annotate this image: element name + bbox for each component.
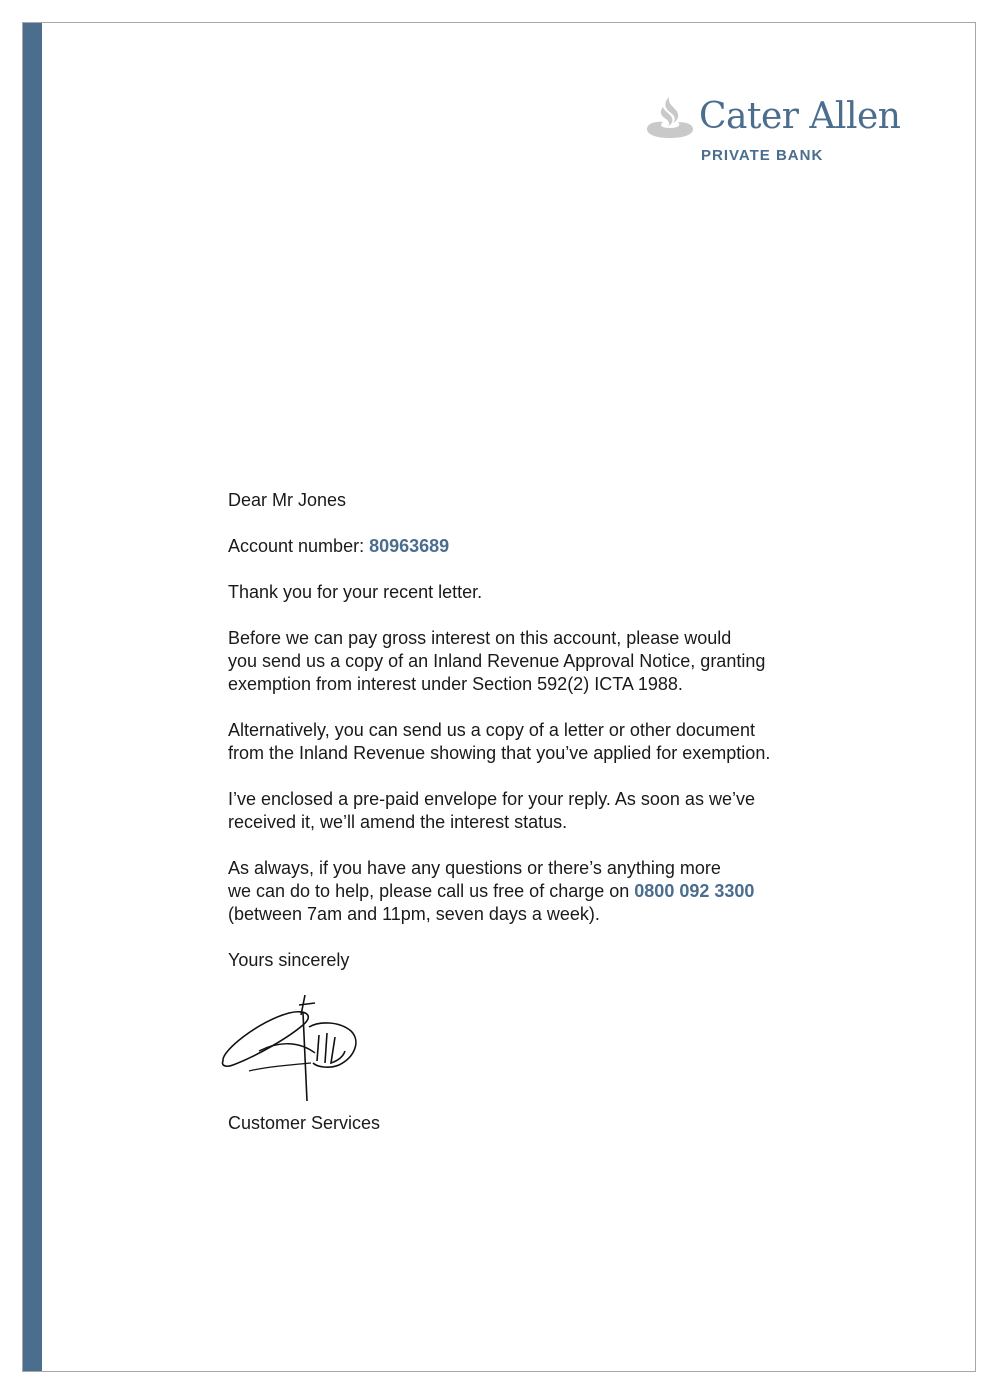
phone-number: 0800 092 3300 [634, 881, 755, 901]
paragraph-line: received it, we’ll amend the interest status. [228, 812, 568, 832]
paragraph-line: As always, if you have any questions or there’s anything more [228, 858, 721, 878]
paragraph-line: exemption from interest under Section 592(2) ICTA 1988. [228, 674, 683, 694]
paragraph-contact [228, 857, 848, 926]
letter-page [22, 22, 976, 1372]
paragraph-thanks: Thank you for your recent letter. [228, 582, 483, 602]
signature-image [219, 991, 369, 1101]
signoff-role: Customer Services [228, 1113, 381, 1133]
paragraph-line: I’ve enclosed a pre-paid envelope for your reply. As soon as we’ve [228, 789, 755, 809]
paragraph-line: Before we can pay gross interest on this account, please would [228, 628, 732, 648]
paragraph-line: Alternatively, you can send us a copy of a letter or other document [228, 720, 755, 740]
flame-icon [645, 95, 695, 139]
account-label: Account number: [228, 536, 365, 556]
paragraph-envelope [228, 788, 848, 834]
paragraph-alternatively [228, 719, 848, 765]
account-line [228, 535, 848, 558]
letter-body [228, 489, 848, 995]
side-band [23, 23, 42, 1371]
brand-name: Cater Allen [699, 96, 901, 137]
paragraph-line: (between 7am and 11pm, seven days a week). [228, 904, 600, 924]
paragraph-line: from the Inland Revenue showing that you’ve applied for exemption. [228, 743, 771, 763]
salutation: Dear Mr Jones [228, 490, 347, 510]
brand-subtitle: PRIVATE BANK [701, 147, 824, 164]
closing: Yours sincerely [228, 950, 350, 970]
account-number: 80963689 [369, 536, 450, 556]
paragraph-gross-interest [228, 627, 848, 696]
paragraph-line: we can do to help, please call us free of charge on [228, 881, 630, 901]
brand-logo [645, 95, 905, 167]
paragraph-line: you send us a copy of an Inland Revenue Approval Notice, granting [228, 651, 766, 671]
